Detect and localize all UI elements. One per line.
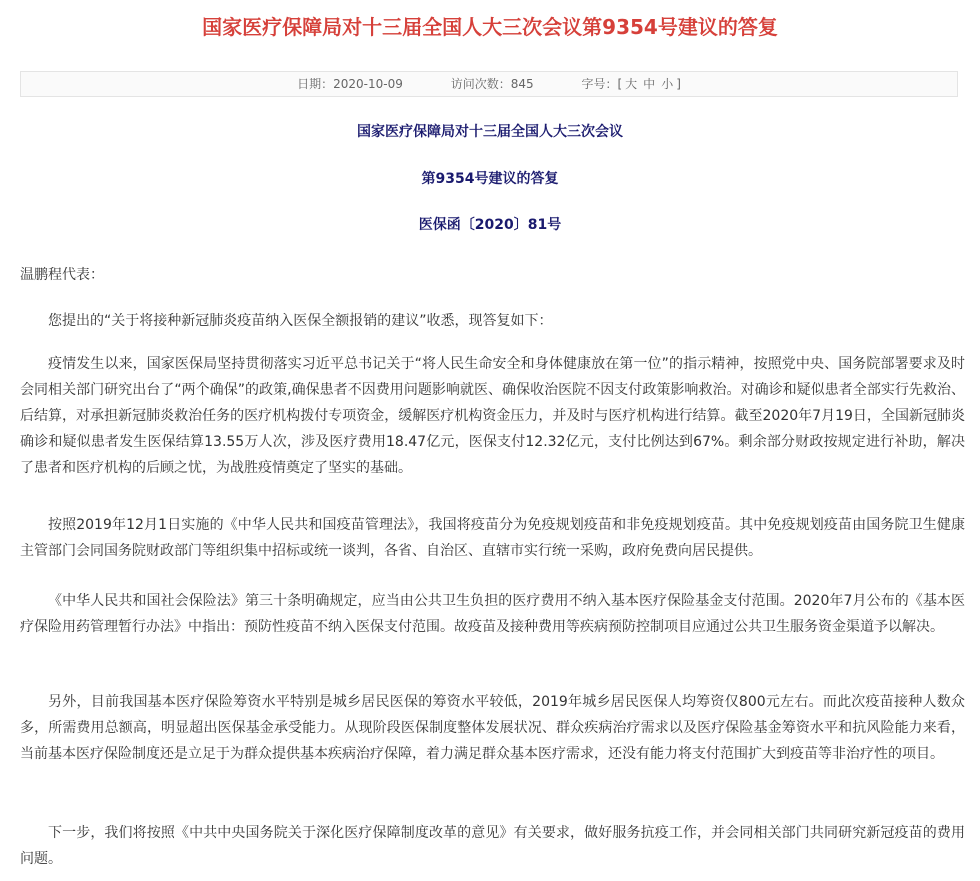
paragraph-3: 按照2019年12月1日实施的《中华人民共和国疫苗管理法》，我国将疫苗分为免疫规划疫苗和非免疫规划疫苗。其中免疫规划疫苗由国务院卫生健康主管部门会同国务院财政部门等组织集中招标或统一谈判，各省、自治区、直辖市实行统一采购，政府免费向居民提供。 bbox=[20, 517, 965, 559]
font-size-label: 字号： bbox=[581, 77, 618, 91]
subtitle-line-2: 第9354号建议的答复 bbox=[421, 171, 559, 187]
paragraph-6: 下一步，我们将按照《中共中央国务院关于深化医疗保障制度改革的意见》有关要求，做好服务抗疫工作，并会同相关部门共同研究新冠疫苗的费用问题。 bbox=[20, 825, 965, 867]
bracket-close: ] bbox=[676, 77, 681, 91]
font-size-medium-button[interactable]: 中 bbox=[643, 77, 656, 91]
paragraph-4: 《中华人民共和国社会保险法》第三十条明确规定，应当由公共卫生负担的医疗费用不纳入基本医疗保险基金支付范围。2020年7月公布的《基本医疗保险用药管理暂行办法》中指出：预防性疫苗不纳入医保支付范围。故疫苗及接种费用等疾病预防控制项目应通过公共卫生服务资金渠道予以解决。 bbox=[20, 593, 965, 635]
subtitle-line-1: 国家医疗保障局对十三届全国人大三次会议 bbox=[357, 124, 623, 140]
visits-value: 845 bbox=[510, 77, 534, 91]
paragraph-2: 疫情发生以来，国家医保局坚持贯彻落实习近平总书记关于“将人民生命安全和身体健康放在第一位”的指示精神，按照党中央、国务院部署要求及时会同相关部门研究出台了“两个确保”的政策,确保患者不因费用问题影响就医、确保收治医院不因支付政策影响救治。对确诊和疑似患者全部实行先救治、后结算，对承担新冠肺炎救治任务的医疗机构拨付专项资金，缓解医疗机构资金压力，并及时与医疗机构进行结算。截至2020年7月19日，全国新冠肺炎确诊和疑似患者发生医保结算13.55万人次，涉及医疗费用18.47亿元，医保支付12.32亿元，支付比例达到67%。剩余部分财政按规定进行补助，解决了患者和医疗机构的后顾之忧，为战胜疫情奠定了坚实的基础。 bbox=[20, 356, 965, 476]
salutation: 温鹏程代表： bbox=[20, 267, 104, 283]
paragraph-1: 您提出的“关于将接种新冠肺炎疫苗纳入医保全额报销的建议”收悉，现答复如下： bbox=[48, 313, 553, 329]
bracket-open: [ bbox=[617, 77, 623, 91]
paragraph-5: 另外，目前我国基本医疗保险筹资水平特别是城乡居民医保的筹资水平较低，2019年城乡居民医保人均筹资仅800元左右。而此次疫苗接种人数众多，所需费用总额高，明显超出医保基金承受能力。从现阶段医保制度整体发展状况、群众疾病治疗需求以及医疗保险基金筹资水平和抗风险能力来看，当前基本医疗保险制度还是立足于为群众提供基本疾病治疗保障，着力满足群众基本医疗需求，还没有能力将支付范围扩大到疫苗等非治疗性的项目。 bbox=[20, 694, 965, 762]
date-value: 2020-10-09 bbox=[333, 77, 403, 91]
visits-label: 访问次数： bbox=[450, 77, 511, 91]
document-number: 医保函〔2020〕81号 bbox=[418, 217, 562, 233]
article-meta-bar bbox=[20, 71, 958, 97]
date-label: 日期： bbox=[297, 77, 334, 91]
article-title: 国家医疗保障局对十三届全国人大三次会议第9354号建议的答复 bbox=[202, 15, 778, 39]
font-size-small-button[interactable]: 小 bbox=[661, 77, 674, 91]
font-size-large-button[interactable]: 大 bbox=[625, 77, 638, 91]
